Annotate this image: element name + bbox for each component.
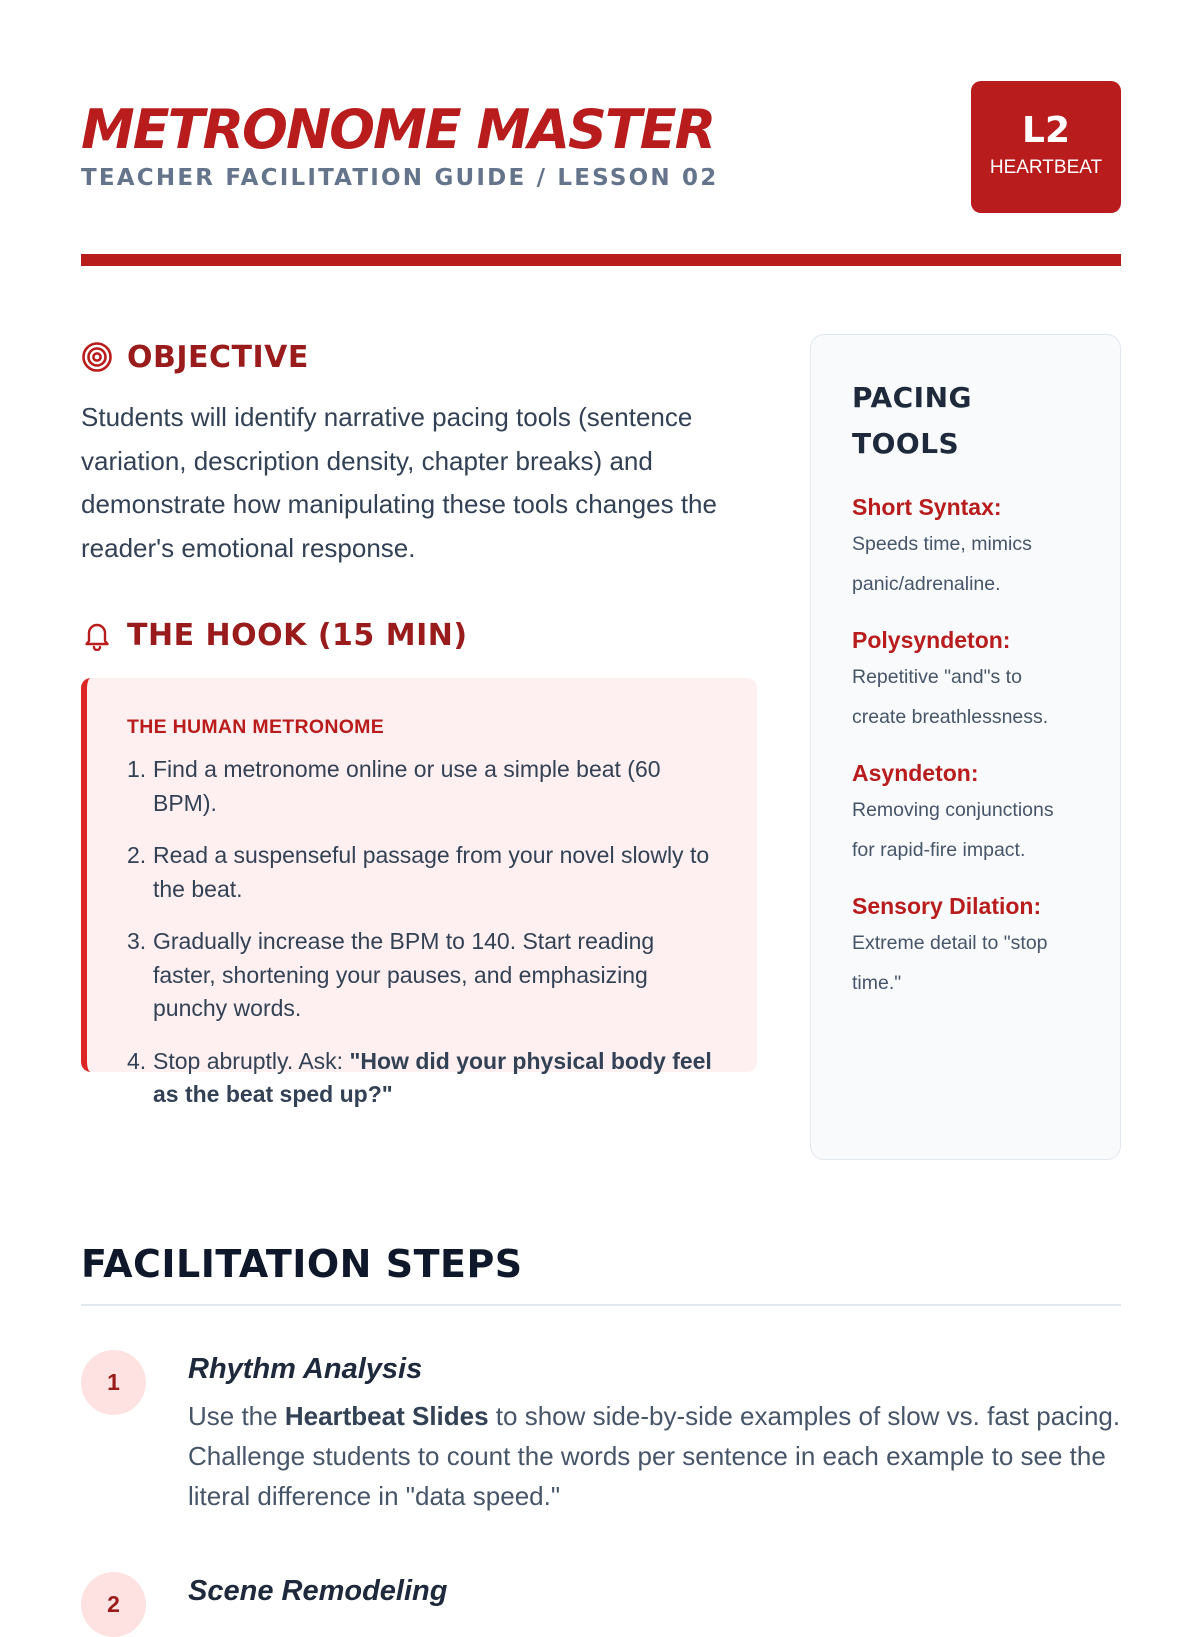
pacing-tool [852, 493, 1080, 604]
pacing-tool-name: Asyndeton: [852, 760, 979, 786]
target-icon [81, 341, 113, 373]
hook-steps-list [127, 753, 717, 1112]
facilitation-heading: FACILITATION STEPS [81, 1242, 523, 1286]
lesson-code: L2 [1022, 110, 1070, 151]
lesson-badge [971, 81, 1121, 213]
step-body [188, 1396, 1123, 1516]
page-subtitle: TEACHER FACILITATION GUIDE / LESSON 02 [81, 165, 719, 191]
pacing-tool [852, 626, 1080, 737]
list-item [127, 925, 717, 1026]
step-body-text: Use the [188, 1401, 285, 1431]
list-item-number: 1. [127, 756, 147, 782]
page-header [81, 78, 1121, 268]
list-item-number: 4. [127, 1047, 147, 1074]
list-item-text: Find a metronome online or use a simple beat (60 BPM). [153, 756, 661, 816]
header-divider [81, 254, 1121, 266]
pacing-tool-name: Sensory Dilation: [852, 893, 1042, 919]
list-item-text: Stop abruptly. Ask: [153, 1047, 350, 1074]
facilitation-divider [81, 1304, 1121, 1306]
pacing-tool-description: Speeds time, mimics panic/adrenaline. [852, 533, 1032, 595]
step-body-text: to show side-by-side examples of slow vs. fast pacing. Challenge students to count the words per sentence in each example to see the literal difference in "data speed." [188, 1401, 1121, 1511]
hook-activity-box [81, 678, 757, 1107]
list-item-number: 2. [127, 842, 147, 868]
step-number: 2 [81, 1572, 146, 1637]
pacing-tool-name: Polysyndeton: [852, 627, 1011, 653]
pacing-tools-sidebar [810, 334, 1121, 1160]
lesson-name: HEARTBEAT [989, 157, 1103, 178]
hook-heading-label: THE HOOK (15 MIN) [127, 617, 468, 653]
bell-icon [81, 619, 113, 651]
pacing-tool-description: Removing conjunctions for rapid-fire impact. [852, 799, 1054, 861]
hook-heading [81, 612, 757, 658]
heartbeat-slides-reference: Heartbeat Slides [284, 1401, 489, 1431]
hook-activity-title: THE HUMAN METRONOME [127, 716, 385, 738]
objective-heading-label: OBJECTIVE [127, 339, 309, 375]
step-title: Scene Remodeling [188, 1575, 448, 1607]
sidebar-title: PACING TOOLS [852, 381, 973, 460]
facilitation-section [81, 1240, 1121, 1617]
pacing-tool [852, 759, 1080, 870]
discussion-question: "How did your physical body feel as the beat sped up?" [153, 1047, 712, 1107]
pacing-tool [852, 892, 1080, 1003]
step-title: Rhythm Analysis [188, 1353, 423, 1385]
objective-heading [81, 334, 757, 380]
step-number: 1 [81, 1350, 146, 1415]
list-item-text: Read a suspenseful passage from your novel slowly to the beat. [153, 842, 710, 902]
list-item-number: 3. [127, 928, 147, 954]
list-item [127, 753, 717, 820]
list-item-text: Gradually increase the BPM to 140. Start reading faster, shortening your pauses, and emphasizing punchy words. [153, 928, 655, 1021]
facilitation-step [81, 1572, 1121, 1617]
objective-text: Students will identify narrative pacing tools (sentence variation, description density, chapter breaks) and demonstrate how manipulating these tools changes the reader's emotional response. [81, 402, 717, 563]
list-item [127, 839, 717, 906]
pacing-tool-description: Repetitive "and"s to create breathlessness. [852, 666, 1049, 728]
pacing-tool-name: Short Syntax: [852, 494, 1002, 520]
page-title: METRONOME MASTER [81, 98, 715, 161]
facilitation-step [81, 1350, 1121, 1516]
list-item [127, 1045, 717, 1112]
pacing-tool-description: Extreme detail to "stop time." [852, 932, 1048, 994]
main-column [81, 334, 757, 1107]
